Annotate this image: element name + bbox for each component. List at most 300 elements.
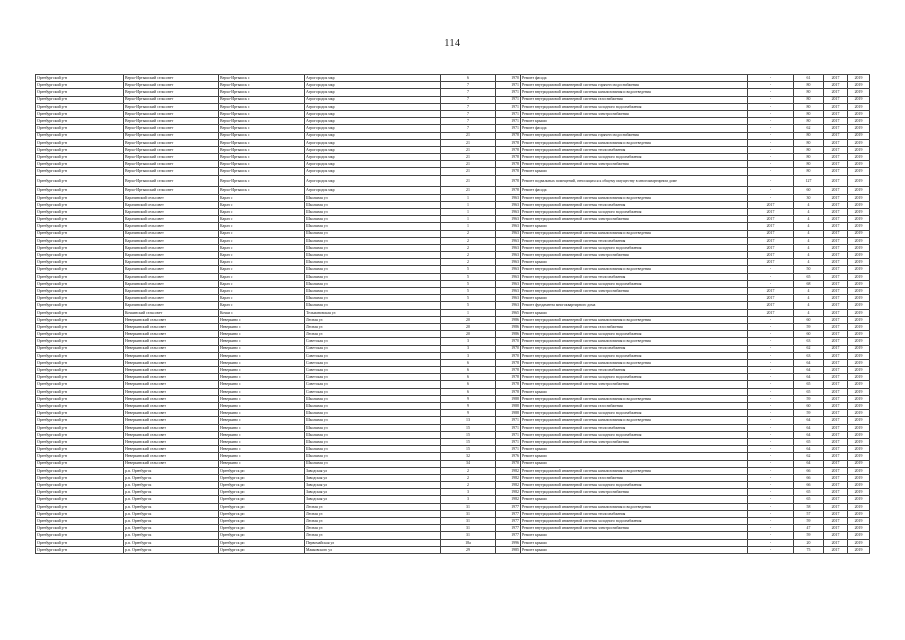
cell-work-type: Ремонт внутридомовой инженерной системы электроснабжения <box>521 110 748 117</box>
cell-settlement: Неверкино с <box>219 352 305 359</box>
cell-settlement: Неверкино с <box>219 431 305 438</box>
cell-plan-year: - <box>748 474 794 481</box>
cell-district: Оренбургский р-н <box>36 103 124 110</box>
cell-district: Оренбургский р-н <box>36 208 124 215</box>
cell-municipality: р.п. Оренбургск <box>124 525 219 532</box>
cell-period-start: 2017 <box>824 295 848 302</box>
cell-street: Агрогородок мкр <box>305 89 441 96</box>
cell-period-start: 2017 <box>824 403 848 410</box>
cell-municipality: Верхо-Иртышский сельсовет <box>124 125 219 132</box>
cell-period-start: 2017 <box>824 431 848 438</box>
cell-period-start: 2017 <box>824 75 848 82</box>
cell-build-year: 1978 <box>496 388 521 395</box>
table-row <box>36 532 870 539</box>
cell-build-year: 1978 <box>496 367 521 374</box>
cell-municipality: Верхо-Иртышский сельсовет <box>124 154 219 161</box>
cell-work-type: Ремонт внутридомовой инженерной системы горячего водоснабжения <box>521 82 748 89</box>
cell-plan-year: - <box>748 345 794 352</box>
cell-period-start: 2017 <box>824 460 848 467</box>
cell-period-end: 2019 <box>848 345 870 352</box>
cell-municipality: Карачинский сельсовет <box>124 288 219 295</box>
cell-wear-percent: 4 <box>794 309 824 316</box>
cell-work-type: Ремонт внутридомовой инженерной системы газоснабжения <box>521 474 748 481</box>
cell-work-type: Ремонт крыши <box>521 546 748 553</box>
cell-street: Первомайская ул <box>305 539 441 546</box>
cell-municipality: Неверкинский сельсовет <box>124 417 219 424</box>
cell-municipality: Верхо-Иртышский сельсовет <box>124 89 219 96</box>
cell-municipality: р.п. Оренбургск <box>124 474 219 481</box>
cell-build-year: 1988 <box>496 395 521 402</box>
cell-municipality: Неверкинский сельсовет <box>124 338 219 345</box>
cell-build-year: 1963 <box>496 273 521 280</box>
cell-house-number: 15 <box>441 424 496 431</box>
cell-period-end: 2019 <box>848 110 870 117</box>
cell-build-year: 1986 <box>496 323 521 330</box>
cell-municipality: Карачинский сельсовет <box>124 223 219 230</box>
cell-district: Оренбургский р-н <box>36 187 124 194</box>
cell-wear-percent: 80 <box>794 132 824 139</box>
cell-district: Оренбургский р-н <box>36 201 124 208</box>
cell-wear-percent: 66 <box>794 467 824 474</box>
cell-period-start: 2017 <box>824 139 848 146</box>
table-row <box>36 89 870 96</box>
cell-wear-percent: 80 <box>794 118 824 125</box>
cell-build-year: 1978 <box>496 168 521 175</box>
cell-district: Оренбургский р-н <box>36 175 124 187</box>
cell-municipality: Верхо-Иртышский сельсовет <box>124 146 219 153</box>
cell-period-end: 2019 <box>848 295 870 302</box>
cell-build-year: 1977 <box>496 510 521 517</box>
cell-period-start: 2017 <box>824 146 848 153</box>
cell-period-end: 2019 <box>848 532 870 539</box>
cell-period-end: 2019 <box>848 460 870 467</box>
cell-street: Школьная ул <box>305 295 441 302</box>
cell-house-number: 3 <box>441 489 496 496</box>
cell-district: Оренбургский р-н <box>36 110 124 117</box>
cell-period-end: 2019 <box>848 323 870 330</box>
cell-street: Лесная ул <box>305 518 441 525</box>
cell-plan-year: - <box>748 546 794 553</box>
cell-house-number: 5 <box>441 288 496 295</box>
cell-district: Оренбургский р-н <box>36 316 124 323</box>
cell-house-number: 9 <box>441 403 496 410</box>
cell-wear-percent: 47 <box>794 525 824 532</box>
cell-wear-percent: 59 <box>794 532 824 539</box>
table-row <box>36 82 870 89</box>
cell-wear-percent: 75 <box>794 546 824 553</box>
cell-period-end: 2019 <box>848 410 870 417</box>
cell-period-start: 2017 <box>824 496 848 503</box>
cell-street: Школьная ул <box>305 266 441 273</box>
cell-wear-percent: 57 <box>794 510 824 517</box>
cell-district: Оренбургский р-н <box>36 460 124 467</box>
cell-build-year: 1985 <box>496 546 521 553</box>
cell-settlement: Неверкино с <box>219 395 305 402</box>
cell-municipality: Неверкинский сельсовет <box>124 381 219 388</box>
cell-wear-percent: 65 <box>794 496 824 503</box>
cell-district: Оренбургский р-н <box>36 280 124 287</box>
cell-build-year: 1986 <box>496 316 521 323</box>
page-number: 114 <box>444 38 461 49</box>
table-row <box>36 118 870 125</box>
cell-period-start: 2017 <box>824 539 848 546</box>
table-row <box>36 431 870 438</box>
cell-settlement: Карач с <box>219 216 305 223</box>
cell-work-type: Ремонт внутридомовой инженерной системы канализования и водоотведения <box>521 316 748 323</box>
cell-plan-year: - <box>748 96 794 103</box>
cell-plan-year: - <box>748 75 794 82</box>
cell-district: Оренбургский р-н <box>36 388 124 395</box>
cell-period-start: 2017 <box>824 410 848 417</box>
cell-build-year: 1982 <box>496 474 521 481</box>
cell-period-end: 2019 <box>848 216 870 223</box>
cell-work-type: Ремонт внутридомовой инженерной системы холодного водоснабжения <box>521 518 748 525</box>
cell-period-end: 2019 <box>848 154 870 161</box>
cell-wear-percent: 65 <box>794 388 824 395</box>
cell-settlement: Верхо-Иртышск с <box>219 154 305 161</box>
cell-district: Оренбургский р-н <box>36 252 124 259</box>
cell-street: Школьная ул <box>305 280 441 287</box>
cell-work-type: Ремонт внутридомовой инженерной системы электроснабжения <box>521 288 748 295</box>
cell-wear-percent: 80 <box>794 146 824 153</box>
cell-build-year: 1963 <box>496 208 521 215</box>
cell-street: Советская ул <box>305 388 441 395</box>
cell-build-year: 1963 <box>496 295 521 302</box>
cell-house-number: 21 <box>441 175 496 187</box>
cell-work-type: Ремонт внутридомовой инженерной системы канализования и водоотведения <box>521 89 748 96</box>
cell-district: Оренбургский р-н <box>36 154 124 161</box>
cell-wear-percent: 4 <box>794 288 824 295</box>
cell-period-end: 2019 <box>848 309 870 316</box>
cell-municipality: р.п. Оренбургск <box>124 518 219 525</box>
cell-period-end: 2019 <box>848 546 870 553</box>
cell-period-end: 2019 <box>848 132 870 139</box>
cell-settlement: Неверкино с <box>219 316 305 323</box>
cell-settlement: Неверкино с <box>219 438 305 445</box>
table-row <box>36 496 870 503</box>
cell-period-start: 2017 <box>824 532 848 539</box>
cell-period-start: 2017 <box>824 259 848 266</box>
table-row <box>36 132 870 139</box>
cell-municipality: Неверкинский сельсовет <box>124 359 219 366</box>
cell-period-start: 2017 <box>824 518 848 525</box>
cell-wear-percent: 64 <box>794 460 824 467</box>
cell-settlement: Карач с <box>219 252 305 259</box>
cell-build-year: 1963 <box>496 288 521 295</box>
cell-work-type: Ремонт крыши <box>521 532 748 539</box>
cell-street: Агрогородок мкр <box>305 132 441 139</box>
cell-period-end: 2019 <box>848 453 870 460</box>
cell-district: Оренбургский р-н <box>36 230 124 237</box>
cell-municipality: Верхо-Иртышский сельсовет <box>124 75 219 82</box>
cell-municipality: р.п. Оренбургск <box>124 496 219 503</box>
cell-build-year: 1971 <box>496 424 521 431</box>
cell-municipality: Карачинский сельсовет <box>124 208 219 215</box>
cell-work-type: Ремонт внутридомовой инженерной системы холодного водоснабжения <box>521 482 748 489</box>
cell-build-year: 1963 <box>496 302 521 309</box>
cell-house-number: 2 <box>441 237 496 244</box>
cell-plan-year: - <box>748 331 794 338</box>
cell-house-number: 5 <box>441 280 496 287</box>
cell-plan-year: - <box>748 446 794 453</box>
table-row <box>36 154 870 161</box>
table-row <box>36 201 870 208</box>
cell-period-end: 2019 <box>848 381 870 388</box>
cell-period-start: 2017 <box>824 546 848 553</box>
cell-municipality: Неверкинский сельсовет <box>124 410 219 417</box>
cell-build-year: 1982 <box>496 489 521 496</box>
cell-municipality: Неверкинский сельсовет <box>124 395 219 402</box>
cell-street: Школьная ул <box>305 424 441 431</box>
cell-settlement: Верхо-Иртышск с <box>219 89 305 96</box>
cell-period-start: 2017 <box>824 438 848 445</box>
cell-plan-year: - <box>748 194 794 201</box>
cell-work-type: Ремонт крыши <box>521 168 748 175</box>
table-row <box>36 223 870 230</box>
cell-build-year: 1963 <box>496 266 521 273</box>
cell-house-number: 31 <box>441 510 496 517</box>
cell-work-type: Ремонт подвальных помещений, относящихся к общему имуществу в многоквартирном доме <box>521 175 748 187</box>
cell-street: Советская ул <box>305 359 441 366</box>
cell-street: Заводская ул <box>305 474 441 481</box>
table-row <box>36 75 870 82</box>
cell-plan-year: 2017 <box>748 201 794 208</box>
cell-district: Оренбургский р-н <box>36 546 124 553</box>
cell-settlement: Карач с <box>219 223 305 230</box>
cell-municipality: Верхо-Иртышский сельсовет <box>124 161 219 168</box>
table-row <box>36 103 870 110</box>
cell-wear-percent: 64 <box>794 431 824 438</box>
cell-district: Оренбургский р-н <box>36 431 124 438</box>
cell-settlement: Карач с <box>219 208 305 215</box>
cell-build-year: 1978 <box>496 154 521 161</box>
cell-period-start: 2017 <box>824 323 848 330</box>
cell-district: Оренбургский р-н <box>36 467 124 474</box>
cell-district: Оренбургский р-н <box>36 244 124 251</box>
cell-work-type: Ремонт внутридомовой инженерной системы теплоснабжения <box>521 510 748 517</box>
cell-period-start: 2017 <box>824 525 848 532</box>
cell-district: Оренбургский р-н <box>36 338 124 345</box>
table-row <box>36 161 870 168</box>
cell-period-start: 2017 <box>824 187 848 194</box>
cell-municipality: Неверкинский сельсовет <box>124 424 219 431</box>
cell-work-type: Ремонт фасада <box>521 187 748 194</box>
cell-settlement: Верхо-Иртышск с <box>219 75 305 82</box>
cell-wear-percent: 64 <box>794 417 824 424</box>
cell-plan-year: - <box>748 417 794 424</box>
cell-plan-year: 2017 <box>748 309 794 316</box>
cell-district: Оренбургский р-н <box>36 525 124 532</box>
cell-build-year: 1978 <box>496 175 521 187</box>
table-row <box>36 110 870 117</box>
cell-plan-year: - <box>748 103 794 110</box>
cell-municipality: р.п. Оренбургск <box>124 532 219 539</box>
table-row <box>36 518 870 525</box>
cell-house-number: 34 <box>441 460 496 467</box>
cell-period-end: 2019 <box>848 96 870 103</box>
cell-district: Оренбургский р-н <box>36 259 124 266</box>
cell-district: Оренбургский р-н <box>36 323 124 330</box>
cell-house-number: 20 <box>441 323 496 330</box>
cell-build-year: 1963 <box>496 244 521 251</box>
cell-house-number: 15 <box>441 431 496 438</box>
cell-settlement: Карач с <box>219 288 305 295</box>
cell-municipality: р.п. Оренбургск <box>124 482 219 489</box>
table-row <box>36 417 870 424</box>
cell-period-end: 2019 <box>848 201 870 208</box>
cell-municipality: Верхо-Иртышский сельсовет <box>124 103 219 110</box>
cell-build-year: 1963 <box>496 216 521 223</box>
cell-period-start: 2017 <box>824 82 848 89</box>
cell-period-start: 2017 <box>824 161 848 168</box>
cell-municipality: Неверкинский сельсовет <box>124 352 219 359</box>
cell-house-number: 7 <box>441 103 496 110</box>
cell-period-start: 2017 <box>824 302 848 309</box>
cell-work-type: Ремонт внутридомовой инженерной системы электроснабжения <box>521 252 748 259</box>
cell-district: Оренбургский р-н <box>36 410 124 417</box>
cell-plan-year: - <box>748 323 794 330</box>
cell-build-year: 1978 <box>496 374 521 381</box>
cell-settlement: Неверкино с <box>219 323 305 330</box>
cell-wear-percent: 59 <box>794 518 824 525</box>
table-row <box>36 230 870 237</box>
cell-period-start: 2017 <box>824 280 848 287</box>
cell-period-end: 2019 <box>848 125 870 132</box>
cell-district: Оренбургский р-н <box>36 417 124 424</box>
table-row <box>36 273 870 280</box>
cell-municipality: Верхо-Иртышский сельсовет <box>124 118 219 125</box>
cell-house-number: 13 <box>441 417 496 424</box>
table-row <box>36 403 870 410</box>
cell-period-start: 2017 <box>824 125 848 132</box>
cell-build-year: 1963 <box>496 223 521 230</box>
cell-work-type: Ремонт крыши <box>521 388 748 395</box>
cell-build-year: 1982 <box>496 482 521 489</box>
cell-wear-percent: 64 <box>794 359 824 366</box>
cell-wear-percent: 65 <box>794 273 824 280</box>
cell-build-year: 1971 <box>496 103 521 110</box>
cell-plan-year: 2017 <box>748 288 794 295</box>
cell-period-start: 2017 <box>824 381 848 388</box>
cell-build-year: 1971 <box>496 417 521 424</box>
cell-plan-year: - <box>748 273 794 280</box>
table-row <box>36 460 870 467</box>
table-row <box>36 323 870 330</box>
cell-municipality: Карачинский сельсовет <box>124 244 219 251</box>
cell-period-start: 2017 <box>824 223 848 230</box>
cell-work-type: Ремонт крыши <box>521 309 748 316</box>
cell-plan-year: - <box>748 518 794 525</box>
cell-settlement: Верхо-Иртышск с <box>219 82 305 89</box>
table-row <box>36 146 870 153</box>
cell-wear-percent: 61 <box>794 75 824 82</box>
cell-house-number: 21 <box>441 161 496 168</box>
cell-build-year: 1988 <box>496 410 521 417</box>
table-row <box>36 125 870 132</box>
cell-house-number: 5 <box>441 273 496 280</box>
cell-municipality: Верхо-Иртышский сельсовет <box>124 96 219 103</box>
cell-street: Советская ул <box>305 374 441 381</box>
cell-house-number: 6 <box>441 381 496 388</box>
cell-settlement: Карач с <box>219 302 305 309</box>
cell-street: Школьная ул <box>305 460 441 467</box>
cell-work-type: Ремонт внутридомовой инженерной системы холодного водоснабжения <box>521 244 748 251</box>
cell-street: Заводская ул <box>305 496 441 503</box>
cell-house-number: 3 <box>441 352 496 359</box>
cell-settlement: Неверкино с <box>219 410 305 417</box>
cell-plan-year: - <box>748 139 794 146</box>
cell-settlement: Карач с <box>219 194 305 201</box>
cell-work-type: Ремонт внутридомовой инженерной системы холодного водоснабжения <box>521 374 748 381</box>
cell-house-number: 20 <box>441 316 496 323</box>
cell-build-year: 1971 <box>496 110 521 117</box>
cell-period-start: 2017 <box>824 345 848 352</box>
cell-street: Школьная ул <box>305 273 441 280</box>
cell-municipality: р.п. Оренбургск <box>124 546 219 553</box>
cell-house-number: 5 <box>441 266 496 273</box>
cell-house-number: 6 <box>441 388 496 395</box>
cell-district: Оренбургский р-н <box>36 168 124 175</box>
cell-municipality: Верхо-Иртышский сельсовет <box>124 187 219 194</box>
cell-settlement: Верхо-Иртышск с <box>219 125 305 132</box>
cell-house-number: 18а <box>441 539 496 546</box>
cell-work-type: Ремонт внутридомовой инженерной системы теплоснабжения <box>521 201 748 208</box>
cell-municipality: р.п. Оренбургск <box>124 510 219 517</box>
cell-municipality: Карачинский сельсовет <box>124 266 219 273</box>
cell-street: Агрогородок мкр <box>305 82 441 89</box>
cell-period-end: 2019 <box>848 316 870 323</box>
cell-period-start: 2017 <box>824 395 848 402</box>
cell-period-start: 2017 <box>824 216 848 223</box>
cell-work-type: Ремонт крыши <box>521 259 748 266</box>
cell-municipality: Карачинский сельсовет <box>124 259 219 266</box>
cell-period-end: 2019 <box>848 403 870 410</box>
cell-settlement: Карач с <box>219 259 305 266</box>
cell-settlement: Оренбургск рп <box>219 510 305 517</box>
cell-district: Оренбургский р-н <box>36 446 124 453</box>
cell-wear-percent: 4 <box>794 302 824 309</box>
cell-house-number: 3 <box>441 338 496 345</box>
cell-municipality: Верхо-Иртышский сельсовет <box>124 82 219 89</box>
table-row <box>36 208 870 215</box>
cell-house-number: 2 <box>441 467 496 474</box>
cell-settlement: Карач с <box>219 201 305 208</box>
cell-plan-year: - <box>748 381 794 388</box>
cell-plan-year: 2017 <box>748 244 794 251</box>
cell-build-year: 1996 <box>496 539 521 546</box>
cell-plan-year: - <box>748 118 794 125</box>
cell-period-start: 2017 <box>824 273 848 280</box>
cell-house-number: 31 <box>441 532 496 539</box>
cell-district: Оренбургский р-н <box>36 132 124 139</box>
cell-work-type: Ремонт внутридомовой инженерной системы холодного водоснабжения <box>521 103 748 110</box>
cell-period-end: 2019 <box>848 446 870 453</box>
cell-municipality: Карачинский сельсовет <box>124 295 219 302</box>
cell-settlement: Неверкино с <box>219 367 305 374</box>
cell-period-end: 2019 <box>848 187 870 194</box>
cell-period-end: 2019 <box>848 168 870 175</box>
cell-settlement: Неверкино с <box>219 381 305 388</box>
cell-plan-year: - <box>748 82 794 89</box>
cell-settlement: Оренбургск рп <box>219 518 305 525</box>
cell-plan-year: - <box>748 175 794 187</box>
cell-house-number: 31 <box>441 503 496 510</box>
cell-period-end: 2019 <box>848 438 870 445</box>
cell-plan-year: - <box>748 503 794 510</box>
cell-municipality: Карачинский сельсовет <box>124 280 219 287</box>
cell-plan-year: - <box>748 460 794 467</box>
cell-period-end: 2019 <box>848 431 870 438</box>
